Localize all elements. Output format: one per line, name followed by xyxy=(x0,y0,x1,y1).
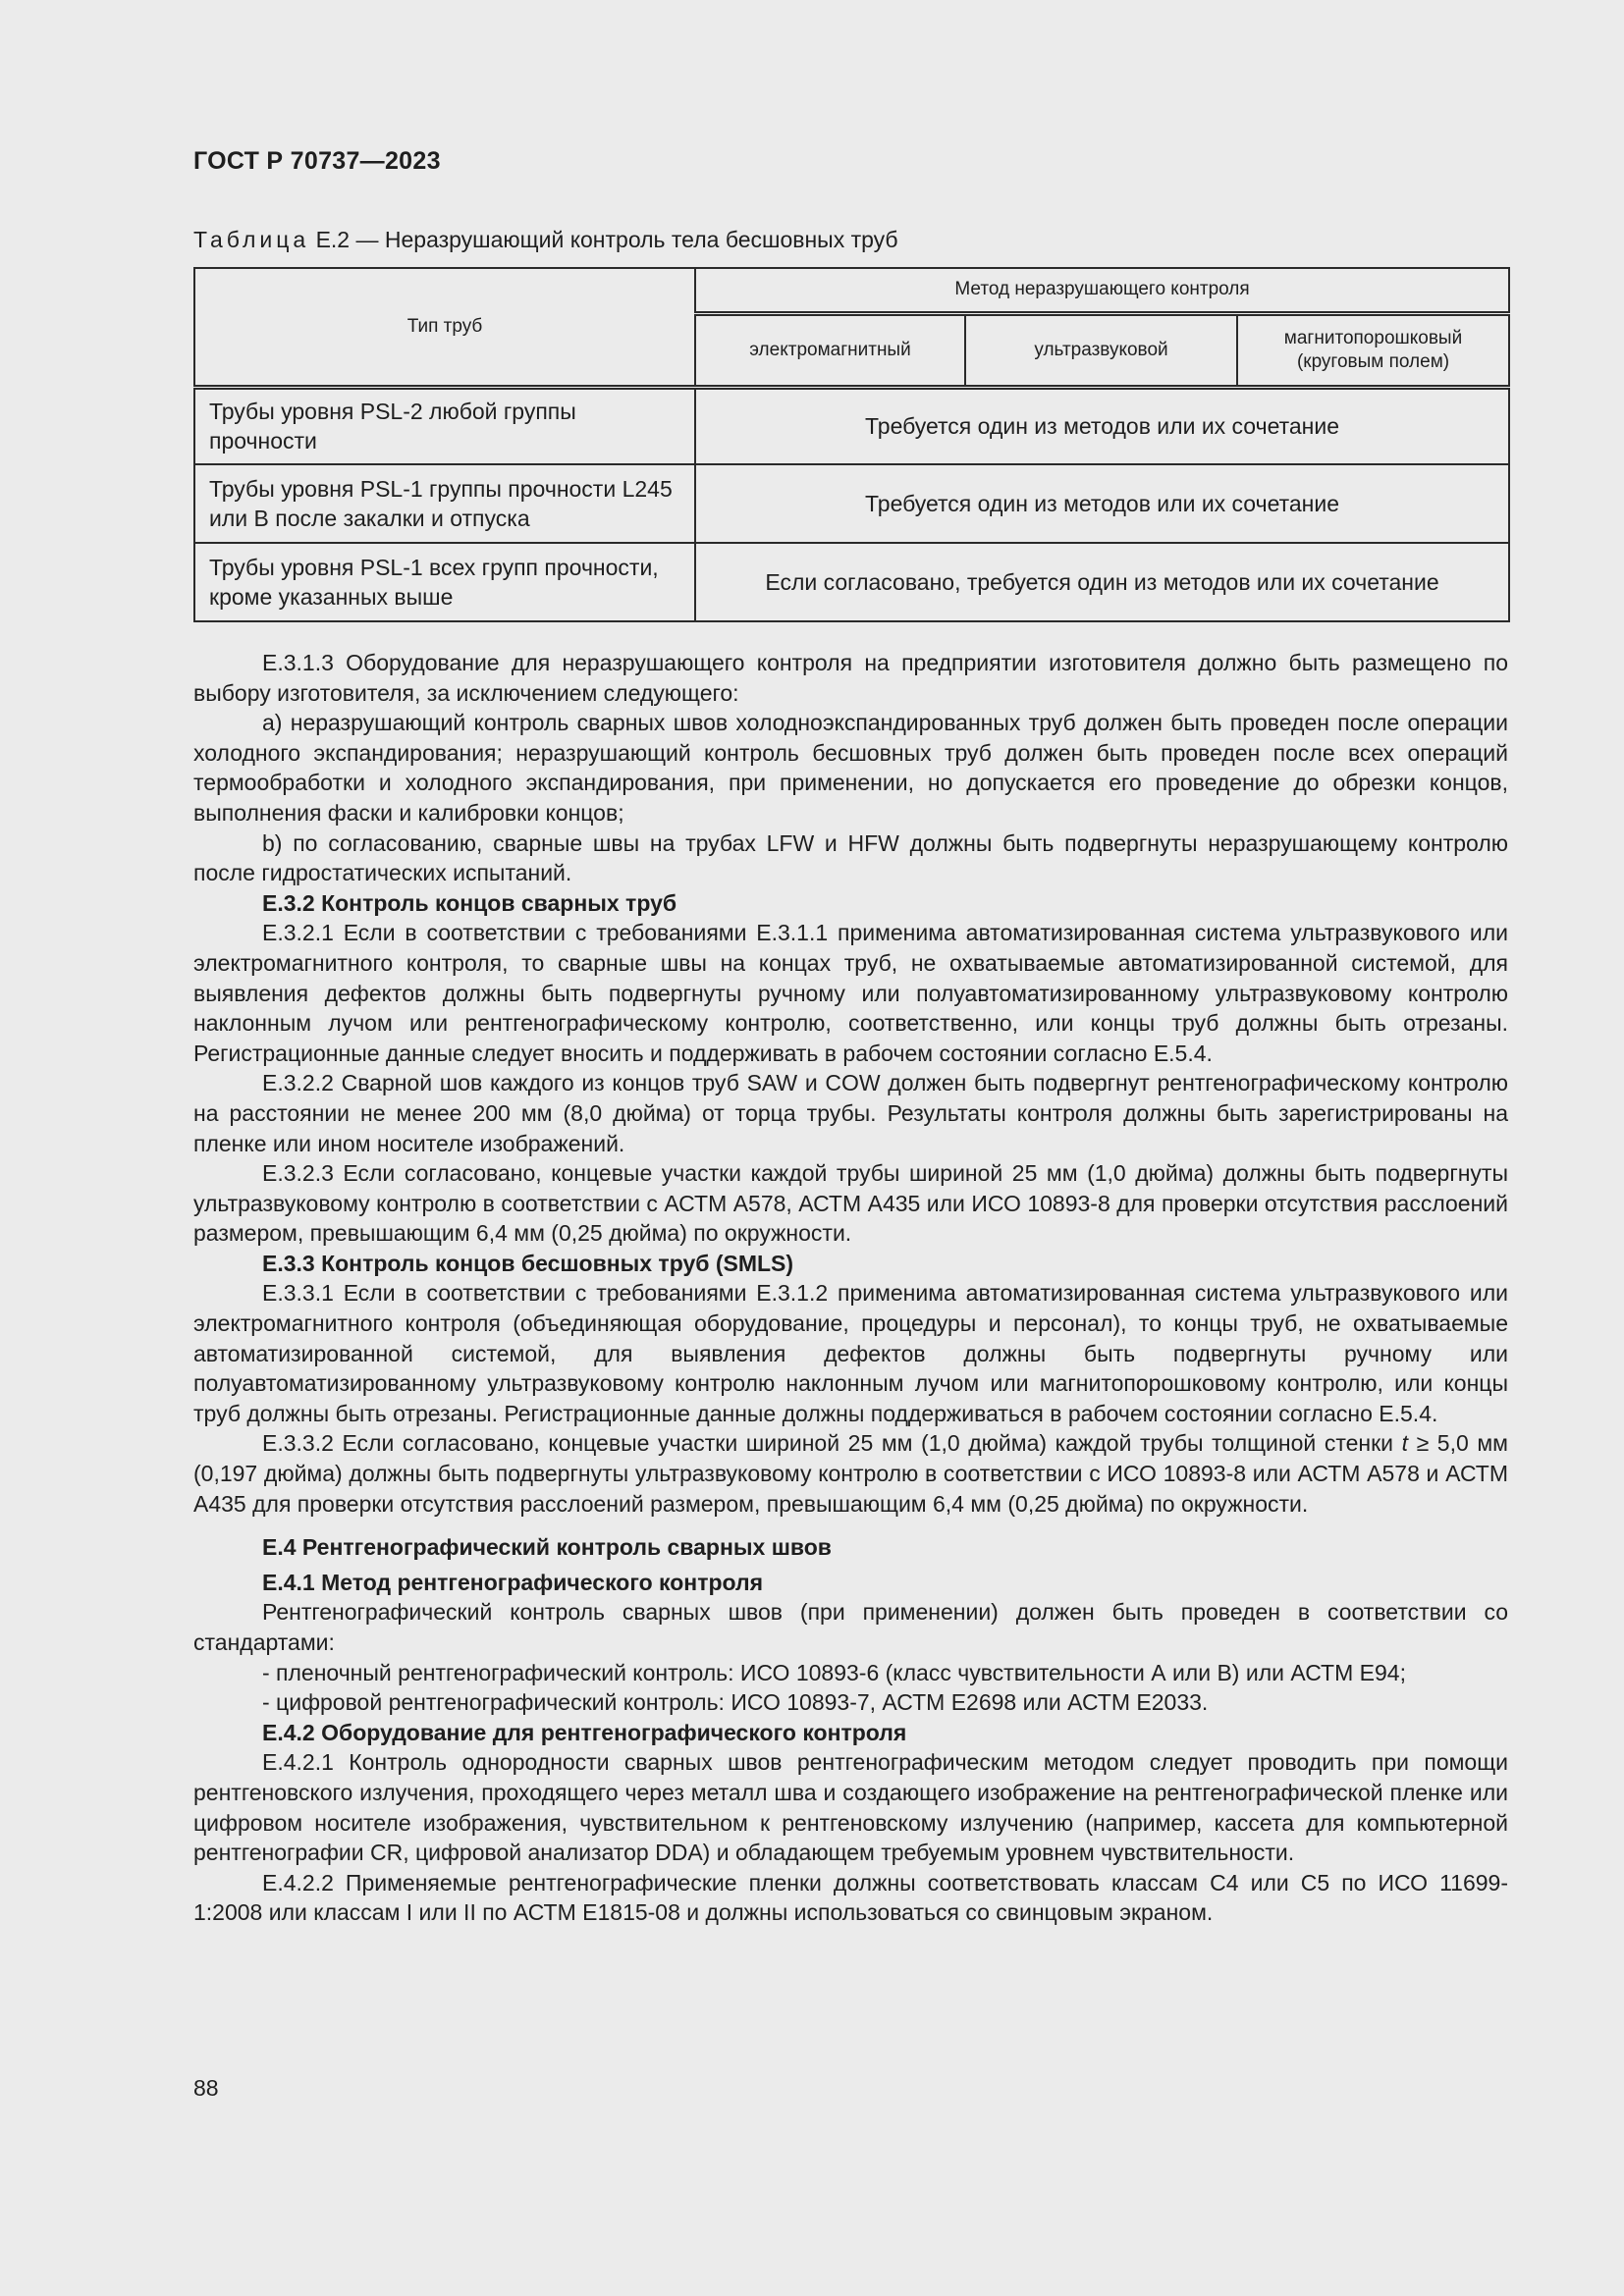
paragraph xyxy=(193,1428,1508,1519)
row-pipe-type: Трубы уровня PSL-1 группы прочности L245 или В после закалки и отпуска xyxy=(194,464,695,543)
section-heading: Е.4.1 Метод рентгенографического контроля xyxy=(262,1569,764,1595)
paragraph: Е.3.2.3 Если согласовано, концевые участки каждой трубы шириной 25 мм (1,0 дюйма) должны быть подвергнуты ультразвуковому контролю в соответствии с АСТМ А578, АСТМ А435 или ИСО 10893-8 для проверки отсутствия расслоений размером, превышающим 6,4 мм (0,25 дюйма) по окружности. xyxy=(193,1160,1508,1247)
section-heading: Е.3.2 Контроль концов сварных труб xyxy=(262,889,677,916)
header-method-magnetic-particle: магнитопорошковый (круговым полем) xyxy=(1237,313,1509,387)
header-method-electromagnetic: электромагнитный xyxy=(695,313,965,387)
list-item: - пленочный рентгенографический контроль: ИСО 10893-6 (класс чувствительности А или В) или АСТМ Е94; xyxy=(262,1659,1406,1685)
ndt-table xyxy=(193,267,1510,622)
list-item: b) по согласованию, сварные швы на трубах LFW и HFW должны быть подвергнуты неразрушающему контролю после гидростатических испытаний. xyxy=(193,829,1508,886)
section-heading: Е.3.3 Контроль концов бесшовных труб (SMLS) xyxy=(262,1250,794,1276)
paragraph-start: Е.3.3.2 Если согласовано, концевые участки шириной 25 мм (1,0 дюйма) каждой трубы толщиной стенки xyxy=(262,1430,1394,1457)
body-text xyxy=(193,648,1508,1928)
section-heading: Е.4 Рентгенографический контроль сварных швов xyxy=(262,1534,832,1561)
row-requirement: Требуется один из методов или их сочетание xyxy=(695,387,1509,464)
paragraph: Е.4.2.1 Контроль однородности сварных швов рентгенографическим методом следует проводить при помощи рентгеновского излучения, проходящего через металл шва и создающего изображение на рентгенографической пленке или цифровом носителе изображения, чувствительном к рентгеновскому излучению (например, кассета для компьютерной рентгенографии CR, цифровой анализатор DDA) и обладающем требуемым уровнем чувствительности. xyxy=(193,1749,1508,1866)
paragraph-end: ≥ 5,0 мм (0,197 дюйма) должны быть подвергнуты ультразвуковому контролю в соответствии с ИСО 10893-8 или АСТМ А578 и АСТМ А435 для проверки отсутствия расслоений размером, превышающим 6,4 мм (0,25 дюйма) по окружности. xyxy=(193,1430,1508,1517)
table-row xyxy=(194,464,1509,543)
list-item: a) неразрушающий контроль сварных швов холодноэкспандированных труб должен быть проведен после операции холодного экспандирования; неразрушающий контроль бесшовных труб должен быть проведен после всех операций термообработки и холодного экспандирования, при применении, но допускается его проведение до обрезки концов, выполнения фаски и калибровки концов; xyxy=(193,710,1508,826)
document-header: ГОСТ Р 70737—2023 xyxy=(193,147,441,175)
table-row xyxy=(194,543,1509,621)
table-caption xyxy=(193,227,898,253)
table-caption-label: Таблица xyxy=(193,227,310,252)
section-heading: Е.4.2 Оборудование для рентгенографического контроля xyxy=(262,1719,907,1745)
row-requirement: Требуется один из методов или их сочетание xyxy=(695,464,1509,543)
table-caption-text: Е.2 — Неразрушающий контроль тела бесшовных труб xyxy=(315,227,898,252)
header-method-ultrasonic: ультразвуковой xyxy=(965,313,1237,387)
page-number: 88 xyxy=(193,2075,219,2101)
variable-t: t xyxy=(1401,1430,1408,1457)
row-requirement: Если согласовано, требуется один из методов или их сочетание xyxy=(695,543,1509,621)
paragraph: Рентгенографический контроль сварных швов (при применении) должен быть проведен в соответствии со стандартами: xyxy=(193,1599,1508,1655)
header-pipe-type: Тип труб xyxy=(194,268,695,387)
paragraph: Е.3.3.1 Если в соответствии с требованиями Е.3.1.2 применима автоматизированная система ультразвукового или электромагнитного контроля (объединяющая оборудование, процедуры и персонал), то концы труб, не охватываемые автоматизированной системой, для выявления дефектов должны быть подвергнуты ручному или полуавтоматизированному ультразвуковому контролю наклонным лучом или магнитопорошковому контролю, или концы труб должны быть отрезаны. Регистрационные данные должны поддерживаться в рабочем состоянии согласно Е.5.4. xyxy=(193,1280,1508,1426)
row-pipe-type: Трубы уровня PSL-1 всех групп прочности, кроме указанных выше xyxy=(194,543,695,621)
table-row xyxy=(194,387,1509,464)
paragraph: Е.3.2.2 Сварной шов каждого из концов труб SAW и COW должен быть подвергнут рентгенографическому контролю на расстоянии не менее 200 мм (8,0 дюйма) от торца трубы. Результаты контроля должны быть зарегистрированы на пленке или ином носителе изображений. xyxy=(193,1070,1508,1156)
row-pipe-type: Трубы уровня PSL-2 любой группы прочности xyxy=(194,387,695,464)
paragraph: Е.3.1.3 Оборудование для неразрушающего контроля на предприятии изготовителя должно быть размещено по выбору изготовителя, за исключением следующего: xyxy=(193,650,1508,706)
list-item: - цифровой рентгенографический контроль: ИСО 10893-7, АСТМ Е2698 или АСТМ Е2033. xyxy=(262,1689,1209,1716)
paragraph: Е.4.2.2 Применяемые рентгенографические пленки должны соответствовать классам С4 или С5 по ИСО 11699-1:2008 или классам I или II по АСТМ Е1815-08 и должны использоваться со свинцовым экраном. xyxy=(193,1869,1508,1926)
paragraph: Е.3.2.1 Если в соответствии с требованиями Е.3.1.1 применима автоматизированная система ультразвукового или электромагнитного контроля, то сварные швы на концах труб, не охватываемые автоматизированной системой, для выявления дефектов должны быть подвергнуты ручному или полуавтоматизированному ультразвуковому контролю наклонным лучом или рентгенографическому контролю, соответственно, или концы труб должны быть отрезаны. Регистрационные данные следует вносить и поддерживать в рабочем состоянии согласно Е.5.4. xyxy=(193,920,1508,1066)
header-method: Метод неразрушающего контроля xyxy=(695,268,1509,313)
